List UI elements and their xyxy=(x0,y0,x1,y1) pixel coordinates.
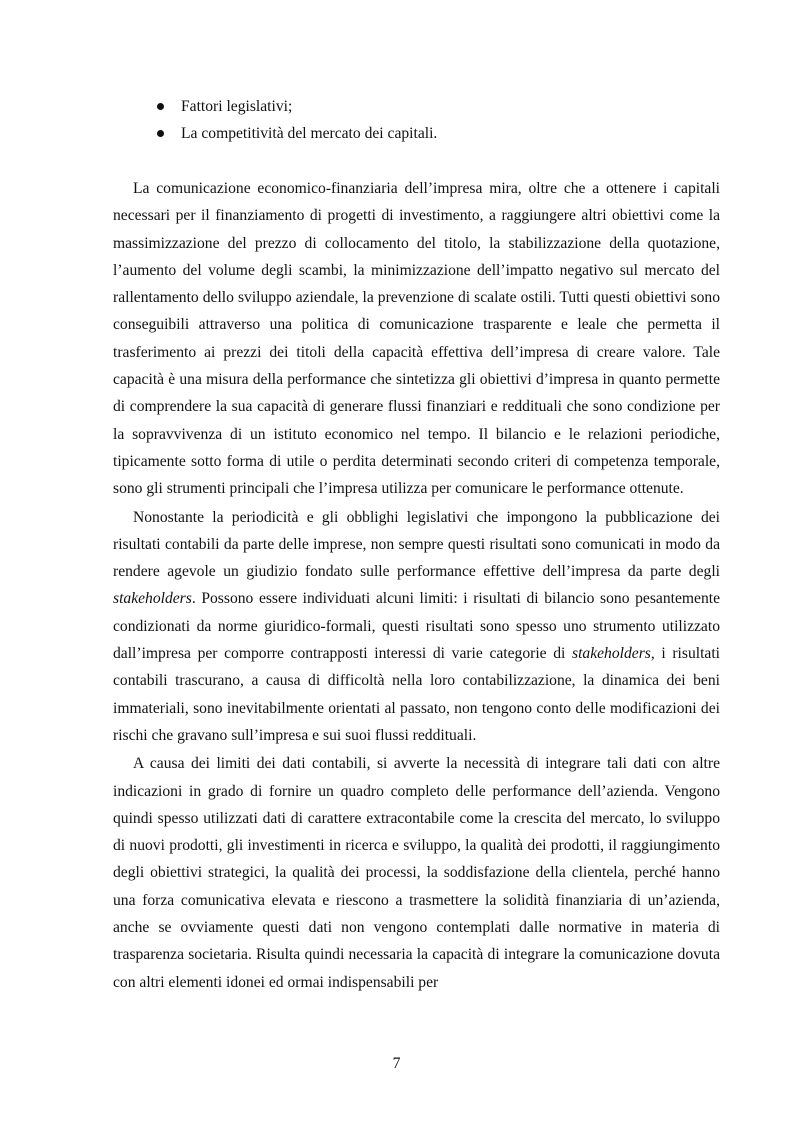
italic-term: stakeholders xyxy=(113,590,192,608)
paragraph xyxy=(113,504,720,750)
bullet-text: Fattori legislativi; xyxy=(181,98,293,115)
bullet-dot-icon xyxy=(157,103,164,110)
paragraph xyxy=(113,175,720,503)
bullet-dot-icon xyxy=(157,130,164,137)
paragraph-text: La comunicazione economico-finanziaria dell’impresa mira, oltre che a ottenere i capitali necessari per il finanziamento di progetti di investimento, a raggiungere altri obiettivi come la massimizzazione del prezzo di collocamento del titolo, la stabilizzazione della quotazione, l’aumento del volume degli scambi, la minimizzazione dell’impatto negativo sul mercato del rallentamento dello sviluppo aziendale, la prevenzione di scalate ostili. Tutti questi obiettivi sono conseguibili attraverso una politica di comunicazione trasparente e leale che permetta il trasferimento ai prezzi dei titoli della capacità effettiva dell’impresa di creare valore. Tale capacità è una misura della performance che sintetizza gli obiettivi d’impresa in quanto permette di comprendere la sua capacità di generare flussi finanziari e reddituali che sono condizione per la sopravvivenza di un istituto economico nel tempo. Il bilancio e le relazioni periodiche, tipicamente sotto forma di utile o perdita determinati secondo criteri di competenza temporale, sono gli strumenti principali che l’impresa utilizza per comunicare le performance ottenute. xyxy=(113,180,720,498)
bullet-item xyxy=(156,93,716,120)
paragraph-text: A causa dei limiti dei dati contabili, si avverte la necessità di integrare tali dati con altre indicazioni in grado di fornire un quadro completo delle performance dell’azienda. Vengono quindi spesso utilizzati dati di carattere extracontabile come la crescita del mercato, lo sviluppo di nuovi prodotti, gli investimenti in ricerca e sviluppo, la qualità dei prodotti, il raggiungimento degli obiettivi strategici, la qualità dei processi, la soddisfazione della clientela, perché hanno una forza comunicativa elevata e riescono a trasmettere la solidità finanziaria di un’azienda, anche se ovviamente questi dati non vengono contemplati dalle normative in materia di trasparenza societaria. Risulta quindi necessaria la capacità di integrare la comunicazione dovuta con altri elementi idonei ed ormai indispensabili per xyxy=(113,755,720,991)
body-text xyxy=(113,175,720,996)
page-number: 7 xyxy=(392,1055,401,1072)
bullet-text: La competitività del mercato dei capitali. xyxy=(181,125,438,142)
italic-term: stakeholders xyxy=(572,645,651,663)
bullet-list xyxy=(156,93,716,147)
paragraph xyxy=(113,750,720,996)
bullet-item xyxy=(156,120,716,147)
paragraph-text: . Possono essere individuati alcuni limiti: i risultati di bilancio sono pesantemente condizionati da norme giuridico-formali, questi risultati sono spesso uno strumento utilizzato dall’impresa per comporre contrapposti interessi di varie categorie di xyxy=(113,590,720,663)
paragraph-text: , i risultati contabili trascurano, a causa di difficoltà nella loro contabilizzazione, la dinamica dei beni immateriali, sono inevitabilmente orientati al passato, non tengono conto delle modificazioni dei rischi che gravano sull’impresa e sui suoi flussi reddituali. xyxy=(113,645,721,744)
paragraph-text: Nonostante la periodicità e gli obblighi legislativi che impongono la pubblicazione dei risultati contabili da parte delle imprese, non sempre questi risultati sono comunicati in modo da rendere agevole un giudizio fondato sulle performance effettive dell’impresa da parte degli xyxy=(113,508,720,581)
